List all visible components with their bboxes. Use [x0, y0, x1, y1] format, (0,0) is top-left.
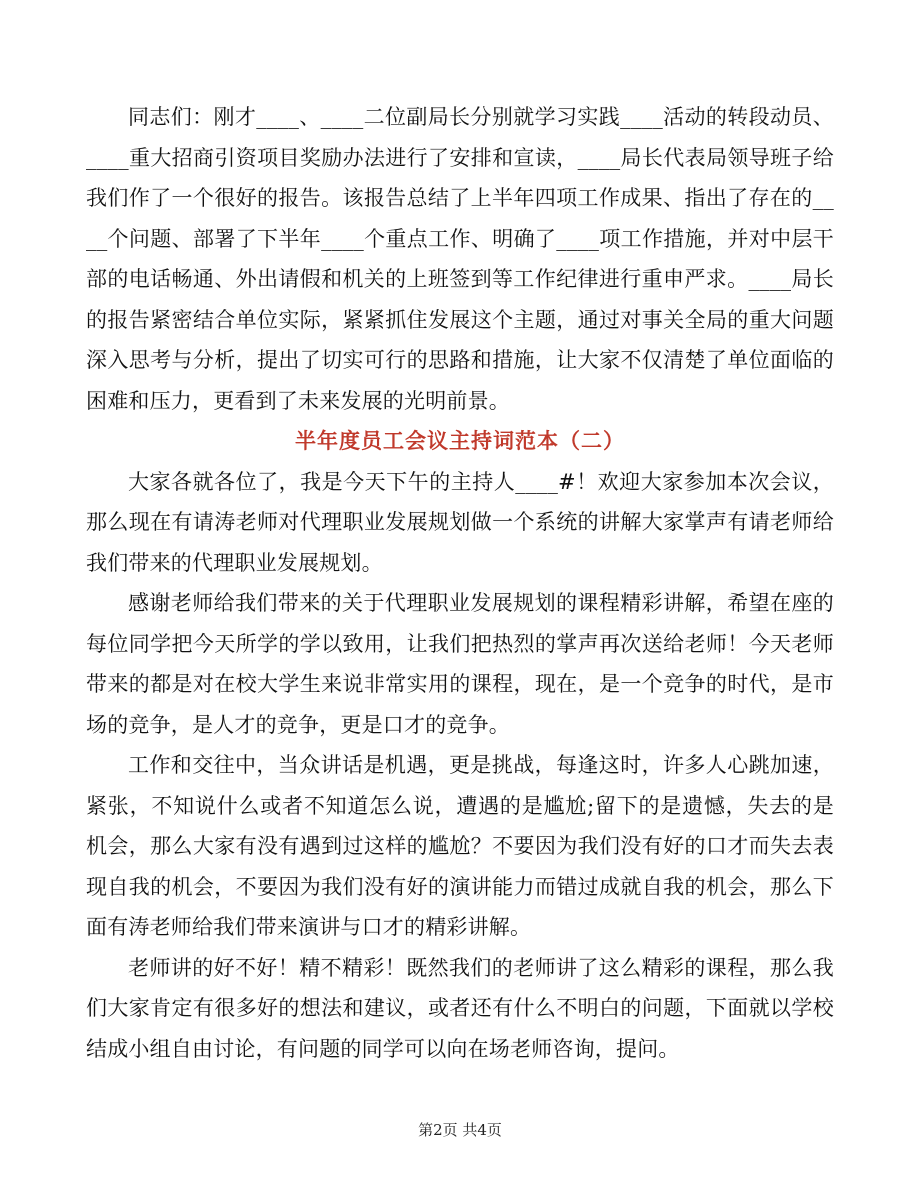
- paragraph: 老师讲的好不好！精不精彩！既然我们的老师讲了这么精彩的课程，那么我们大家肯定有很多好的想法和建议，或者还有什么不明白的问题，下面就以学校结成小组自由讨论，有问题的同学可以向在场老师咨询，提问。: [86, 955, 834, 1061]
- document-body: [86, 97, 834, 1069]
- paragraph: 同志们：刚才____、____二位副局长分别就学习实践____活动的转段动员、____重大招商引资项目奖励办法进行了安排和宣读，____局长代表局领导班子给我们作了一个很好的报告。该报告总结了上半年四项工作成果、指出了存在的____个问题、部署了下半年____个重点工作、明确了____项工作措施，并对中层干部的电话畅通、外出请假和机关的上班签到等工作纪律进行重申严求。____局长的报告紧密结合单位实际，紧紧抓住发展这个主题，通过对事关全局的重大问题深入思考与分析，提出了切实可行的思路和措施，让大家不仅清楚了单位面临的困难和压力，更看到了未来发展的光明前景。: [86, 105, 834, 413]
- page-number-footer: 第2页 共4页: [418, 1121, 502, 1139]
- paragraph: 大家各就各位了，我是今天下午的主持人____#！欢迎大家参加本次会议，那么现在有请涛老师对代理职业发展规划做一个系统的讲解大家掌声有请老师给我们带来的代理职业发展规划。: [86, 469, 834, 575]
- paragraph: 感谢老师给我们带来的关于代理职业发展规划的课程精彩讲解，希望在座的每位同学把今天所学的学以致用，让我们把热烈的掌声再次送给老师！今天老师带来的都是对在校大学生来说非常实用的课程，现在，是一个竞争的时代，是市场的竞争，是人才的竞争，更是口才的竞争。: [86, 591, 834, 737]
- paragraph: 工作和交往中，当众讲话是机遇，更是挑战，每逢这时，许多人心跳加速，紧张，不知说什么或者不知道怎么说，遭遇的是尴尬;留下的是遗憾，失去的是机会，那么大家有没有遇到过这样的尴尬？不要因为我们没有好的口才而失去表现自我的机会，不要因为我们没有好的演讲能力而错过成就自我的机会，那么下面有涛老师给我们带来演讲与口才的精彩讲解。: [86, 753, 834, 939]
- section-title: 半年度员工会议主持词范本（二）: [295, 428, 625, 453]
